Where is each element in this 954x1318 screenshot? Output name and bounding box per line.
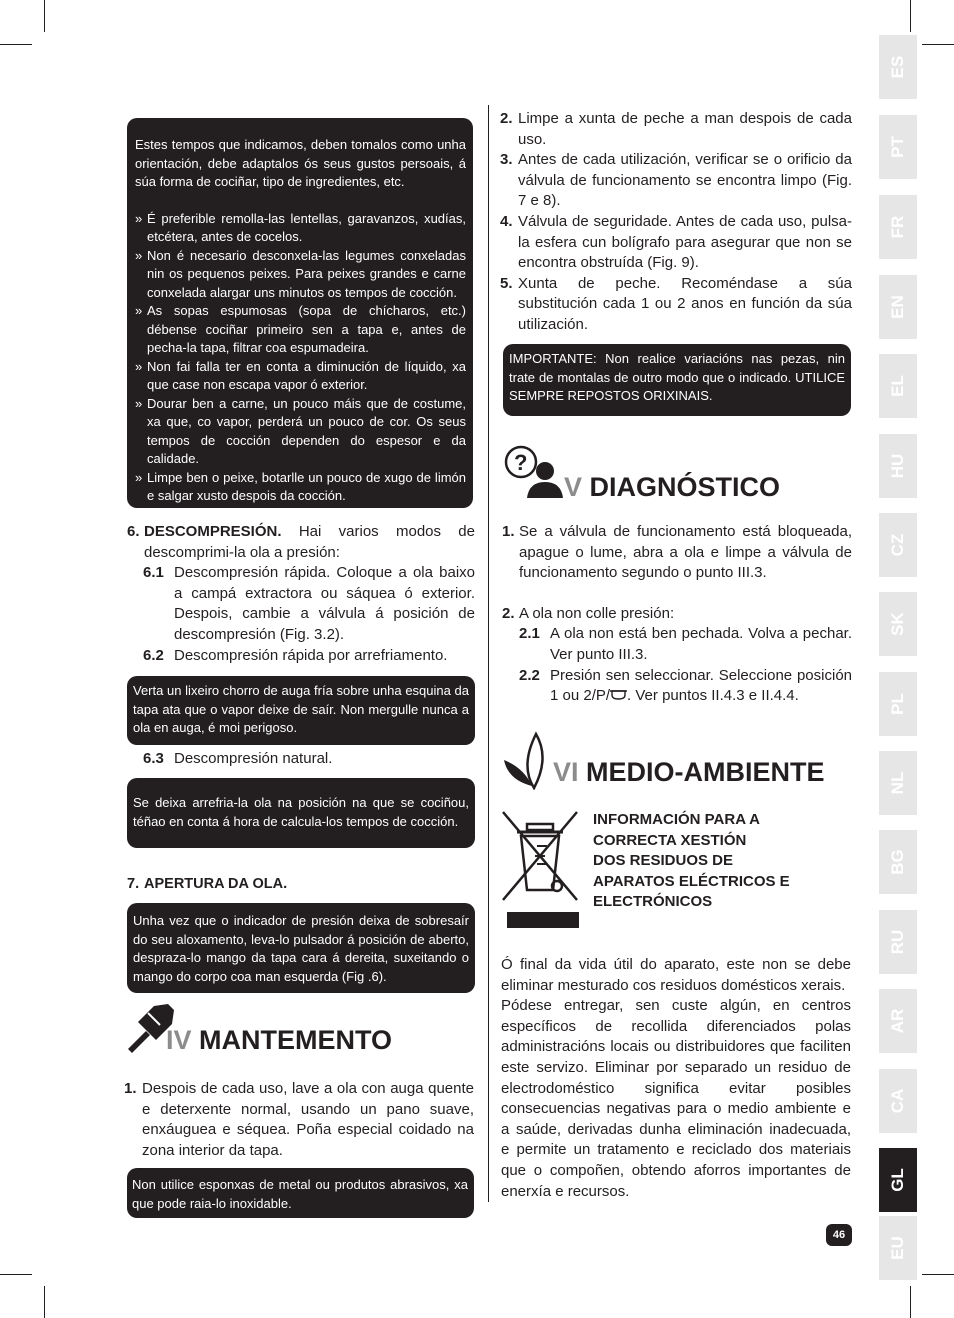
- tab-label: BG: [888, 849, 907, 875]
- step-6: [127, 522, 475, 666]
- tips-item: » Non é necesario desconxela-las legumes conxeladas nin os pequenos peixes. Para peixes grandes e carne conxelada alargar uns minutos os tempos de cocción.: [135, 247, 466, 303]
- environment-text: [501, 955, 851, 1202]
- crop-mark: [44, 1286, 45, 1318]
- tab-label: NL: [888, 771, 907, 795]
- step-6-2-text: Descompresión rápida por arrefriamento.: [174, 646, 448, 664]
- maintenance-item-text: Válvula de seguridade. Antes de cada uso, pulsa-la esfera cun bolígrafo para asegurar que non se encontra obstruída (Fig. 9).: [518, 212, 852, 272]
- weee-heading-line: ELECTRÓNICOS: [593, 893, 713, 911]
- weee-heading-line: APARATOS ELÉCTRICOS E: [593, 872, 790, 890]
- tab-label: RU: [888, 929, 907, 955]
- section-4-title: MANTEMENTO: [191, 1025, 393, 1055]
- opening-text: Unha vez que o indicador de presión deixa de sobresaír do seu aloxamento, leva-lo pulsador á posición de aberto, despraza-lo mango da tapa cara á dereita, suxeitando o mango do corpo coa man esquerda (Fig .6).: [133, 913, 469, 984]
- maintenance-item: [500, 150, 852, 212]
- step-6-3: [127, 749, 475, 770]
- tips-box: [127, 118, 473, 508]
- diagnosis-item-2-2: [502, 666, 852, 707]
- tab-label: HU: [888, 453, 907, 479]
- cold-water-text: Verta un lixeiro chorro de auga fría sobre unha esquina da tapa ata que o vapor deixe de saír. Non mergulle nunca a ola en auga, é moi perigoso.: [133, 683, 469, 735]
- section-5-heading: [564, 472, 780, 503]
- tab-en[interactable]: [879, 275, 917, 339]
- step-6-1: [127, 563, 475, 645]
- diagnosis-item-2: [502, 604, 852, 625]
- maintenance-item-text: Antes de cada utilización, verificar se o orificio da válvula de funcionamento se encontra limpo (Fig. 7 e 8).: [518, 151, 852, 210]
- step-6-number: 6.: [127, 523, 140, 540]
- maintenance-item-1-number: 1.: [124, 1080, 137, 1097]
- step-6-title: DESCOMPRESIÓN.: [144, 523, 282, 540]
- question-person-icon: [503, 442, 563, 500]
- tab-label: CZ: [888, 533, 907, 557]
- weee-heading: [593, 810, 790, 913]
- section-6-title: MEDIO-AMBIENTE: [578, 757, 825, 787]
- section-6-heading: [553, 757, 825, 788]
- tab-nl[interactable]: [879, 751, 917, 815]
- weee-heading-line: DOS RESIDUOS DE: [593, 852, 734, 870]
- tab-label: EL: [888, 375, 907, 397]
- maintenance-item: [500, 212, 852, 274]
- tab-ru[interactable]: [879, 910, 917, 974]
- diagnosis-item-2-1-number: 2.1: [519, 625, 540, 643]
- tips-intro: Estes tempos que indicamos, deben tomalos como unha orientación, debe adaptalos ós seus gustos persoais, á súa forma de cociñar, tipo de ingredientes, etc.: [135, 137, 466, 189]
- section-4-heading: [166, 1025, 392, 1056]
- maintenance-list: [500, 109, 852, 336]
- crop-mark: [922, 1274, 954, 1275]
- vegetable-pot-icon: [610, 688, 627, 700]
- maintenance-item-number: 2.: [500, 110, 513, 127]
- maintenance-item-number: 5.: [500, 274, 513, 292]
- maintenance-item-number: 3.: [500, 151, 513, 169]
- weee-heading-line: INFORMACIÓN PARA A: [593, 811, 760, 828]
- important-text: IMPORTANTE: Non realice variacións nas pezas, nin trate de montalas de outro modo que o indicado. UTILICE SEMPRE REPOSTOS ORIXINAIS.: [509, 351, 845, 403]
- step-7-title: APERTURA DA OLA.: [144, 876, 288, 892]
- diagnosis-item-1: [502, 522, 852, 584]
- maintenance-item: [500, 109, 852, 150]
- tab-label: AR: [888, 1008, 907, 1034]
- section-5-roman: V: [564, 472, 583, 502]
- crop-mark: [0, 44, 32, 45]
- tab-bg[interactable]: [879, 830, 917, 894]
- environment-paragraph-1: Ó final da vida útil do aparato, este non se debe eliminar mesturado cos residuos domésticos xerais.: [501, 956, 851, 994]
- tips-item: » Limpe ben o peixe, botarlle un pouco de xugo de limón e salgar xusto despois da cocción.: [135, 469, 466, 506]
- diagnosis-item-2-1: [502, 624, 852, 665]
- diagnosis-item-2-number: 2.: [502, 604, 515, 622]
- section-5-title: DIAGNÓSTICO: [582, 472, 781, 502]
- tab-label: PT: [888, 136, 907, 158]
- natural-box: [127, 778, 475, 848]
- maintenance-item: [500, 274, 852, 336]
- page-number: 46: [826, 1224, 852, 1246]
- tab-ar[interactable]: [879, 989, 917, 1053]
- step-7: [127, 874, 475, 895]
- tab-gl[interactable]: [879, 1148, 917, 1212]
- tab-hu[interactable]: [879, 434, 917, 498]
- tab-pt[interactable]: [879, 115, 917, 179]
- step-6-1-number: 6.1: [143, 564, 164, 582]
- tips-item: » As sopas espumosas (sopa de chícharos, etc.) débense cociñar primeiro sen a tapa e, antes de pecha-la tapa, filtrar coa espumadeira.: [135, 302, 466, 358]
- environment-paragraph-2: Pódese entregar, sen custe algún, en centros específicos de recollida diferenciados polas administracións locais ou distribuidores que faciliten este servizo. Eliminar por separado un residuo de electrodoméstico significa evitar posibles consecuencias negativas para o medio ambiente e a saúde, derivadas dunha eliminación inadecuada, e permite un tratamento e reciclado dos materiais que o compoñen, obtendo aforros importantes de enerxía e recursos.: [501, 997, 851, 1200]
- tab-fr[interactable]: [879, 195, 917, 259]
- tips-item: » É preferible remolla-las lentellas, garavanzos, xudías, etcétera, antes de cocelos.: [135, 210, 466, 247]
- step-6-3-number: 6.3: [143, 750, 164, 767]
- tab-eu[interactable]: [879, 1216, 917, 1280]
- diagnosis-list: [502, 522, 852, 707]
- tab-label: FR: [888, 215, 907, 239]
- maintenance-item-number: 4.: [500, 212, 513, 230]
- diagnosis-item-2-2-text-end: . Ver puntos II.4.3 e II.4.4.: [627, 687, 799, 705]
- tab-label: SK: [888, 612, 907, 636]
- crop-mark: [0, 1274, 32, 1275]
- cold-water-box: [127, 676, 475, 745]
- tab-label: CA: [888, 1088, 907, 1114]
- tab-label: EN: [888, 295, 907, 319]
- crop-mark: [44, 0, 45, 32]
- svg-text:?: ?: [514, 450, 528, 475]
- natural-text: Se deixa arrefria-la ola na posición na que se cociñou, téñao en conta á hora de calcula-los tempos de cocción.: [133, 795, 469, 829]
- step-6-text: Hai varios modos de descomprimi-la ola a presión:: [144, 523, 475, 561]
- step-6-2-number: 6.2: [143, 646, 164, 664]
- section-4-roman: IV: [166, 1025, 192, 1055]
- tips-list: [135, 210, 466, 506]
- tab-cz[interactable]: [879, 513, 917, 577]
- leaf-icon: [502, 728, 552, 790]
- diagnosis-item-2-text: A ola non colle presión:: [519, 604, 675, 622]
- sponge-warning-box: [127, 1168, 474, 1218]
- crop-mark: [910, 1286, 911, 1318]
- important-box: [503, 344, 851, 416]
- crop-mark: [922, 44, 954, 45]
- maintenance-item-1-text: Despois de cada uso, lave a ola con auga quente e deterxente normal, usando un pano suave, enxáuguea e séquea. Poña especial coidado na zona interior da tapa.: [142, 1080, 474, 1159]
- step-6-1-text: Descompresión rápida. Coloque a ola baixo a campá extractora ou sáquea ó exterior. Despois, cambie a válvula á posición de descompresión (Fig. 3.2).: [174, 564, 475, 643]
- tab-label: ES: [888, 55, 907, 79]
- diagnosis-item-2-1-text: A ola non está ben pechada. Volva a pechar. Ver punto III.3.: [550, 625, 852, 663]
- tab-label: EU: [888, 1236, 907, 1260]
- diagnosis-item-2-2-text: Presión sen seleccionar. Seleccione posición 1 ou 2/P/: [550, 666, 852, 705]
- step-7-number: 7.: [127, 876, 140, 892]
- sponge-warning-text: Non utilice esponxas de metal ou produtos abrasivos, xa que pode raia-lo inoxidable.: [132, 1177, 468, 1211]
- tips-item: » Dourar ben a carne, un pouco máis que de costume, xa que, co vapor, perderá un pouco de cor. Os seus tempos de cocción dependen do espesor e da calidade.: [135, 395, 466, 469]
- tab-ca[interactable]: [879, 1069, 917, 1133]
- tab-label: GL: [888, 1168, 907, 1192]
- tab-es[interactable]: [879, 35, 917, 99]
- tab-label: PL: [888, 693, 907, 715]
- maintenance-item-text: Xunta de peche. Recoméndase a súa substitución cada 1 ou 2 anos en función da súa utilización.: [518, 274, 852, 333]
- tab-el[interactable]: [879, 354, 917, 418]
- crossed-bin-icon: [499, 808, 583, 930]
- maintenance-item-1: [124, 1079, 474, 1161]
- maintenance-item-text: Limpe a xunta de peche a man despois de cada uso.: [518, 110, 852, 148]
- diagnosis-item-2-2-number: 2.2: [519, 666, 540, 684]
- tips-item: » Non fai falla ter en conta a diminución de líquido, xa que case non escapa vapor ó exterior.: [135, 358, 466, 395]
- step-6-3-text: Descompresión natural.: [174, 750, 333, 767]
- section-6-roman: VI: [553, 757, 579, 787]
- weee-heading-line: CORRECTA XESTIÓN: [593, 831, 747, 849]
- tab-pl[interactable]: [879, 672, 917, 736]
- diagnosis-item-1-number: 1.: [502, 523, 515, 540]
- column-divider: [488, 105, 489, 1202]
- diagnosis-item-1-text: Se a válvula de funcionamento está bloqueada, apague o lume, abra a ola e limpe a válvula de funcionamento segundo o punto III.3.: [519, 523, 852, 582]
- tab-sk[interactable]: [879, 592, 917, 656]
- step-6-2: [127, 646, 475, 667]
- crop-mark: [910, 0, 911, 32]
- opening-box: [127, 903, 475, 993]
